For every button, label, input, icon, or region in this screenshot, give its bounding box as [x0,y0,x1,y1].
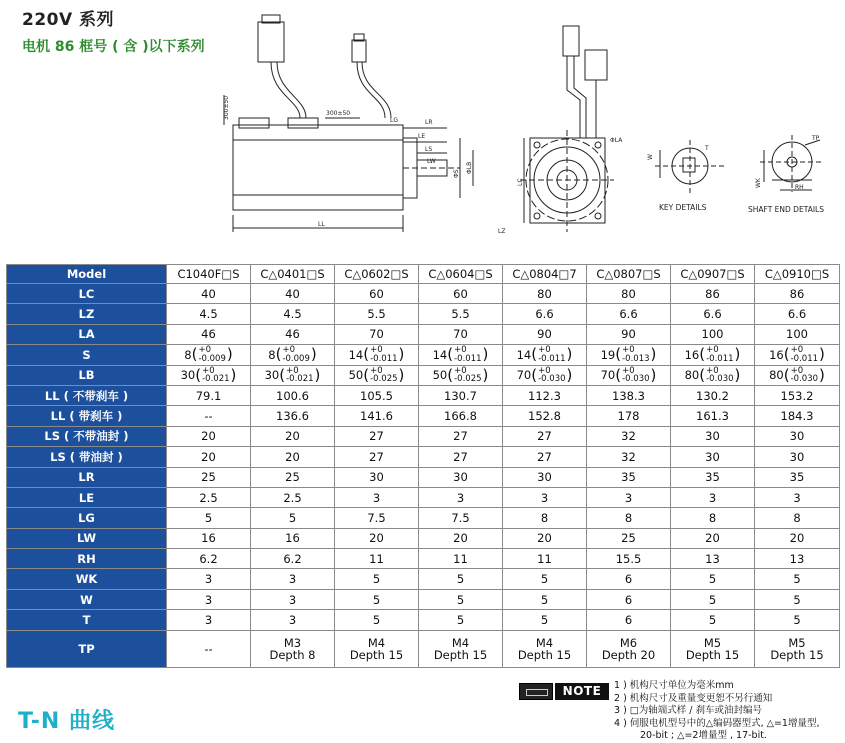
table-cell: 27 [419,426,503,446]
row-header: LR [7,467,167,487]
table-cell: 30 [503,467,587,487]
row-header: LA [7,324,167,344]
lower-tolerance: -0.030 [538,374,566,385]
upper-tolerance: +0 [370,365,383,376]
model-col-header: C△0804□7 [503,265,587,284]
table-cell: 90 [587,324,671,344]
table-cell: 16 [167,528,251,548]
table-cell: 3 [251,569,335,589]
upper-tolerance: +0 [286,365,299,376]
label-cable-length-vertical: 300±50 [223,95,230,120]
table-cell: 25 [587,528,671,548]
table-cell: 25 [167,467,251,487]
nominal-value: 14 [348,347,364,362]
shaft-end-details-caption: SHAFT END DETAILS [748,205,824,214]
table-cell [503,345,587,365]
row-header: T [7,610,167,630]
model-col-header: C△0910□S [755,265,840,284]
table-cell [419,365,503,385]
table-cell: 3 [335,487,419,507]
table-cell: 161.3 [671,406,755,426]
table-cell: 3 [503,487,587,507]
table-cell: 3 [419,487,503,507]
table-cell: 5 [755,610,840,630]
tolerance-value: 8 ( +0 -0.009 ) [184,345,233,364]
tolerance-value: 16 ( +0 -0.011 ) [684,345,741,364]
table-cell [587,365,671,385]
table-cell: 11 [419,549,503,569]
table-cell: 6.6 [671,304,755,324]
table-cell: 8 [587,508,671,528]
upper-tolerance: +0 [198,345,211,356]
table-cell: 5 [671,610,755,630]
table-cell: 46 [167,324,251,344]
row-header: LB [7,365,167,385]
table-cell: 20 [419,528,503,548]
table-row [7,467,840,487]
table-cell: 5 [755,589,840,609]
table-cell: 5 [503,589,587,609]
table-cell: 60 [419,284,503,304]
table-cell: 8 [671,508,755,528]
lower-tolerance: -0.030 [706,374,734,385]
table-cell: 5 [419,589,503,609]
table-cell: 30 [419,467,503,487]
label-wk: WK [755,178,762,188]
table-cell: 2.5 [251,487,335,507]
model-col-header: C△0907□S [671,265,755,284]
nominal-value: 14 [516,347,532,362]
table-row [7,406,840,426]
label-lc: LC [517,178,524,186]
table-cell: 4.5 [167,304,251,324]
label-ls: LS [425,146,433,153]
table-cell: 86 [671,284,755,304]
table-row [7,345,840,365]
nominal-value: 70 [600,368,616,383]
label-rh: RH [795,184,804,191]
table-cell: 5 [755,569,840,589]
table-row [7,365,840,385]
table-cell: 30 [755,447,840,467]
table-cell [335,345,419,365]
model-col-header: C△0604□S [419,265,503,284]
table-cell: 3 [671,487,755,507]
tolerance-value: 70 ( +0 -0.030 ) [600,365,657,385]
table-cell [419,345,503,365]
tolerance-value: 8 ( +0 -0.009 ) [268,345,317,364]
tolerance-value: 80 ( +0 -0.030 ) [684,365,741,385]
note-item: 2 ) 机构尺寸及重量变更恕不另行通知 [614,692,773,704]
label-lb: ΦLB [466,161,473,174]
nominal-value: 14 [432,347,448,362]
table-cell: 20 [167,426,251,446]
motor-shaft-icon [519,683,553,700]
tolerance-value: 70 ( +0 -0.030 ) [516,365,573,385]
table-cell: 5 [419,569,503,589]
table-row [7,528,840,548]
motor-dimension-drawing [0,0,845,262]
table-cell: 6 [587,589,671,609]
table-row [7,324,840,344]
note-label: NOTE [555,683,609,700]
table-row [7,447,840,467]
table-cell: M4 Depth 15 [335,630,419,667]
upper-tolerance: +0 [538,365,551,376]
table-cell: 8 [755,508,840,528]
table-cell: 152.8 [503,406,587,426]
table-cell: 130.7 [419,385,503,405]
nominal-value: 8 [184,347,192,362]
table-cell: 178 [587,406,671,426]
row-header: LL ( 不带刹车 ) [7,385,167,405]
label-la: ΦLA [610,137,623,144]
upper-tolerance: +0 [538,345,551,356]
table-cell: 5 [251,508,335,528]
table-cell: 3 [167,610,251,630]
table-header-row [7,265,840,284]
table-row [7,385,840,405]
table-cell: 5 [671,569,755,589]
table-cell [335,365,419,385]
model-col-header: C1040F□S [167,265,251,284]
table-cell: 6 [587,569,671,589]
upper-tolerance: +0 [202,365,215,376]
upper-tolerance: +0 [282,345,295,356]
table-cell: 86 [755,284,840,304]
nominal-value: 50 [432,368,448,383]
table-cell: 79.1 [167,385,251,405]
upper-tolerance: +0 [790,345,804,356]
table-row [7,284,840,304]
table-cell: 27 [335,447,419,467]
tolerance-value: 50 ( +0 -0.025 ) [432,365,489,385]
label-s: ΦS [453,169,460,178]
table-row [7,487,840,507]
upper-tolerance: +0 [706,365,719,376]
label-le: LE [418,133,426,140]
upper-tolerance: +0 [454,345,467,356]
table-cell: 30 [335,467,419,487]
table-cell: 6 [587,610,671,630]
notes-list [614,680,819,743]
key-details-caption: KEY DETAILS [659,203,707,212]
table-cell: 105.5 [335,385,419,405]
lower-tolerance: -0.025 [370,374,398,385]
table-cell: 184.3 [755,406,840,426]
note-item: 4 ) 伺服电机型号中的△编码器型式, △=1增量型, [614,717,820,729]
table-cell: 3 [755,487,840,507]
label-w: W [647,154,654,160]
tolerance-value: 80 ( +0 -0.030 ) [769,365,825,385]
table-cell: 100 [755,324,840,344]
table-cell: 166.8 [419,406,503,426]
nominal-value: 30 [180,368,196,383]
tolerance-value: 14 ( +0 -0.011 ) [516,345,573,364]
table-row [7,304,840,324]
tn-curve-title: T-N 曲线 [18,709,115,734]
row-header: S [7,345,167,365]
table-cell [755,365,840,385]
table-cell: 27 [503,447,587,467]
table-cell: 130.2 [671,385,755,405]
row-header: LL ( 带刹车 ) [7,406,167,426]
model-header: Model [7,265,167,284]
table-cell [587,345,671,365]
nominal-value: 80 [769,368,784,383]
table-cell: 3 [251,589,335,609]
dimension-spec-table [6,264,840,668]
upper-tolerance: +0 [622,365,635,376]
upper-tolerance: +0 [454,365,467,376]
note-item: 1 ) 机构尺寸单位为毫米mm [614,680,734,691]
table-cell: 3 [167,589,251,609]
table-cell: 136.6 [251,406,335,426]
table-cell: 112.3 [503,385,587,405]
table-cell: 3 [167,569,251,589]
note-item: 20-bit ; △=2增量型 , 17-bit. [640,730,767,742]
table-row [7,630,840,667]
table-cell: 5 [335,610,419,630]
table-cell: 40 [251,284,335,304]
page-title: 220V 系列 [22,10,115,30]
lower-tolerance: -0.011 [454,353,482,364]
table-cell: 46 [251,324,335,344]
table-cell: 6.6 [503,304,587,324]
table-cell: 70 [335,324,419,344]
lower-tolerance: -0.011 [790,353,819,364]
row-header: LS ( 不带油封 ) [7,426,167,446]
table-cell: 20 [755,528,840,548]
table-cell: 6.6 [587,304,671,324]
upper-tolerance: +0 [622,345,635,356]
row-header: LS ( 带油封 ) [7,447,167,467]
table-row [7,426,840,446]
table-cell: 100 [671,324,755,344]
table-cell: 11 [335,549,419,569]
table-cell: 3 [587,487,671,507]
table-cell: 13 [755,549,840,569]
tolerance-value: 16 ( +0 -0.011 ) [769,345,825,364]
lower-tolerance: -0.030 [790,374,819,385]
nominal-value: 30 [264,368,280,383]
upper-tolerance: +0 [706,345,719,356]
table-cell: 138.3 [587,385,671,405]
label-tp: TP [812,135,820,142]
table-cell: 11 [503,549,587,569]
model-col-header: C△0807□S [587,265,671,284]
label-ll: LL [318,221,325,228]
table-cell: 5 [419,610,503,630]
lower-tolerance: -0.030 [622,374,650,385]
table-cell: 153.2 [755,385,840,405]
table-cell [755,345,840,365]
table-row [7,569,840,589]
table-cell [671,365,755,385]
table-cell: 5.5 [335,304,419,324]
tolerance-value: 14 ( +0 -0.011 ) [432,345,489,364]
nominal-value: 8 [268,347,276,362]
lower-tolerance: -0.021 [286,374,314,385]
label-lg: LG [390,117,398,124]
table-cell: 20 [671,528,755,548]
row-header: TP [7,630,167,667]
table-cell: M5 Depth 15 [671,630,755,667]
table-cell: 30 [755,426,840,446]
lower-tolerance: -0.009 [282,353,310,364]
table-cell: 60 [335,284,419,304]
table-cell: 20 [503,528,587,548]
table-cell: 30 [671,426,755,446]
model-col-header: C△0602□S [335,265,419,284]
upper-tolerance: +0 [790,365,804,376]
table-cell: 6.6 [755,304,840,324]
table-cell: 6.2 [167,549,251,569]
table-cell: 27 [335,426,419,446]
note-badge [519,683,609,700]
model-col-header: C△0401□S [251,265,335,284]
table-cell: 35 [755,467,840,487]
tolerance-value: 50 ( +0 -0.025 ) [348,365,405,385]
lower-tolerance: -0.011 [370,353,398,364]
table-cell [167,365,251,385]
table-cell: 15.5 [587,549,671,569]
tolerance-value: 14 ( +0 -0.011 ) [348,345,405,364]
table-cell: 13 [671,549,755,569]
table-cell: -- [167,630,251,667]
table-cell: M6 Depth 20 [587,630,671,667]
table-cell: 5 [503,569,587,589]
table-cell: 32 [587,426,671,446]
table-cell [671,345,755,365]
row-header: LW [7,528,167,548]
lower-tolerance: -0.011 [538,353,566,364]
nominal-value: 19 [600,347,616,362]
page-subtitle: 电机 86 框号 ( 含 )以下系列 [22,39,205,55]
tolerance-value: 30 ( +0 -0.021 ) [264,365,321,385]
table-cell: 20 [251,426,335,446]
upper-tolerance: +0 [370,345,383,356]
table-cell: 27 [503,426,587,446]
table-cell: 32 [587,447,671,467]
tolerance-value: 19 ( +0 -0.013 ) [600,345,657,364]
table-cell: 141.6 [335,406,419,426]
table-cell: 70 [419,324,503,344]
table-cell: 7.5 [419,508,503,528]
row-header: LC [7,284,167,304]
nominal-value: 70 [516,368,532,383]
table-cell: 20 [335,528,419,548]
table-cell: 6.2 [251,549,335,569]
table-body [7,284,840,668]
table-row [7,508,840,528]
table-cell: M4 Depth 15 [419,630,503,667]
lower-tolerance: -0.009 [198,353,226,364]
table-cell: M3 Depth 8 [251,630,335,667]
table-cell [251,345,335,365]
row-header: WK [7,569,167,589]
nominal-value: 80 [684,368,700,383]
table-cell: 35 [671,467,755,487]
row-header: LE [7,487,167,507]
table-cell: 90 [503,324,587,344]
tolerance-value: 30 ( +0 -0.021 ) [180,365,237,385]
table-row [7,549,840,569]
lower-tolerance: -0.025 [454,374,482,385]
label-lr: LR [425,119,433,126]
table-cell: 5 [671,589,755,609]
row-header: LZ [7,304,167,324]
table-cell: 20 [251,447,335,467]
nominal-value: 16 [769,347,784,362]
table-row [7,610,840,630]
label-cable-length: 300±50 [326,110,351,117]
row-header: W [7,589,167,609]
lower-tolerance: -0.021 [202,374,230,385]
table-cell: 7.5 [335,508,419,528]
note-item: 3 ) □为轴端式样 / 刹车或油封编号 [614,705,763,717]
table-cell: 3 [251,610,335,630]
table-cell: 5 [335,569,419,589]
lower-tolerance: -0.011 [706,353,734,364]
label-lz: LZ [498,228,506,235]
label-lw: LW [427,158,436,165]
table-cell: M5 Depth 15 [755,630,840,667]
lower-tolerance: -0.013 [622,353,650,364]
table-cell: 25 [251,467,335,487]
table-cell [503,365,587,385]
table-cell: 5 [167,508,251,528]
table-cell: 16 [251,528,335,548]
row-header: LG [7,508,167,528]
table-cell: 5 [335,589,419,609]
table-row [7,589,840,609]
row-header: RH [7,549,167,569]
table-cell: 20 [167,447,251,467]
table-cell: 40 [167,284,251,304]
table-cell: 80 [587,284,671,304]
nominal-value: 50 [348,368,364,383]
table-cell: 27 [419,447,503,467]
table-cell [167,345,251,365]
table-cell: 30 [671,447,755,467]
table-cell: -- [167,406,251,426]
table-cell: 2.5 [167,487,251,507]
table-cell: 100.6 [251,385,335,405]
table-cell: 5.5 [419,304,503,324]
label-t: T [705,145,709,152]
table-cell: 5 [503,610,587,630]
table-cell: 8 [503,508,587,528]
nominal-value: 16 [684,347,700,362]
table-cell: 80 [503,284,587,304]
table-cell: 4.5 [251,304,335,324]
table-cell: 35 [587,467,671,487]
table-cell: M4 Depth 15 [503,630,587,667]
table-cell [251,365,335,385]
